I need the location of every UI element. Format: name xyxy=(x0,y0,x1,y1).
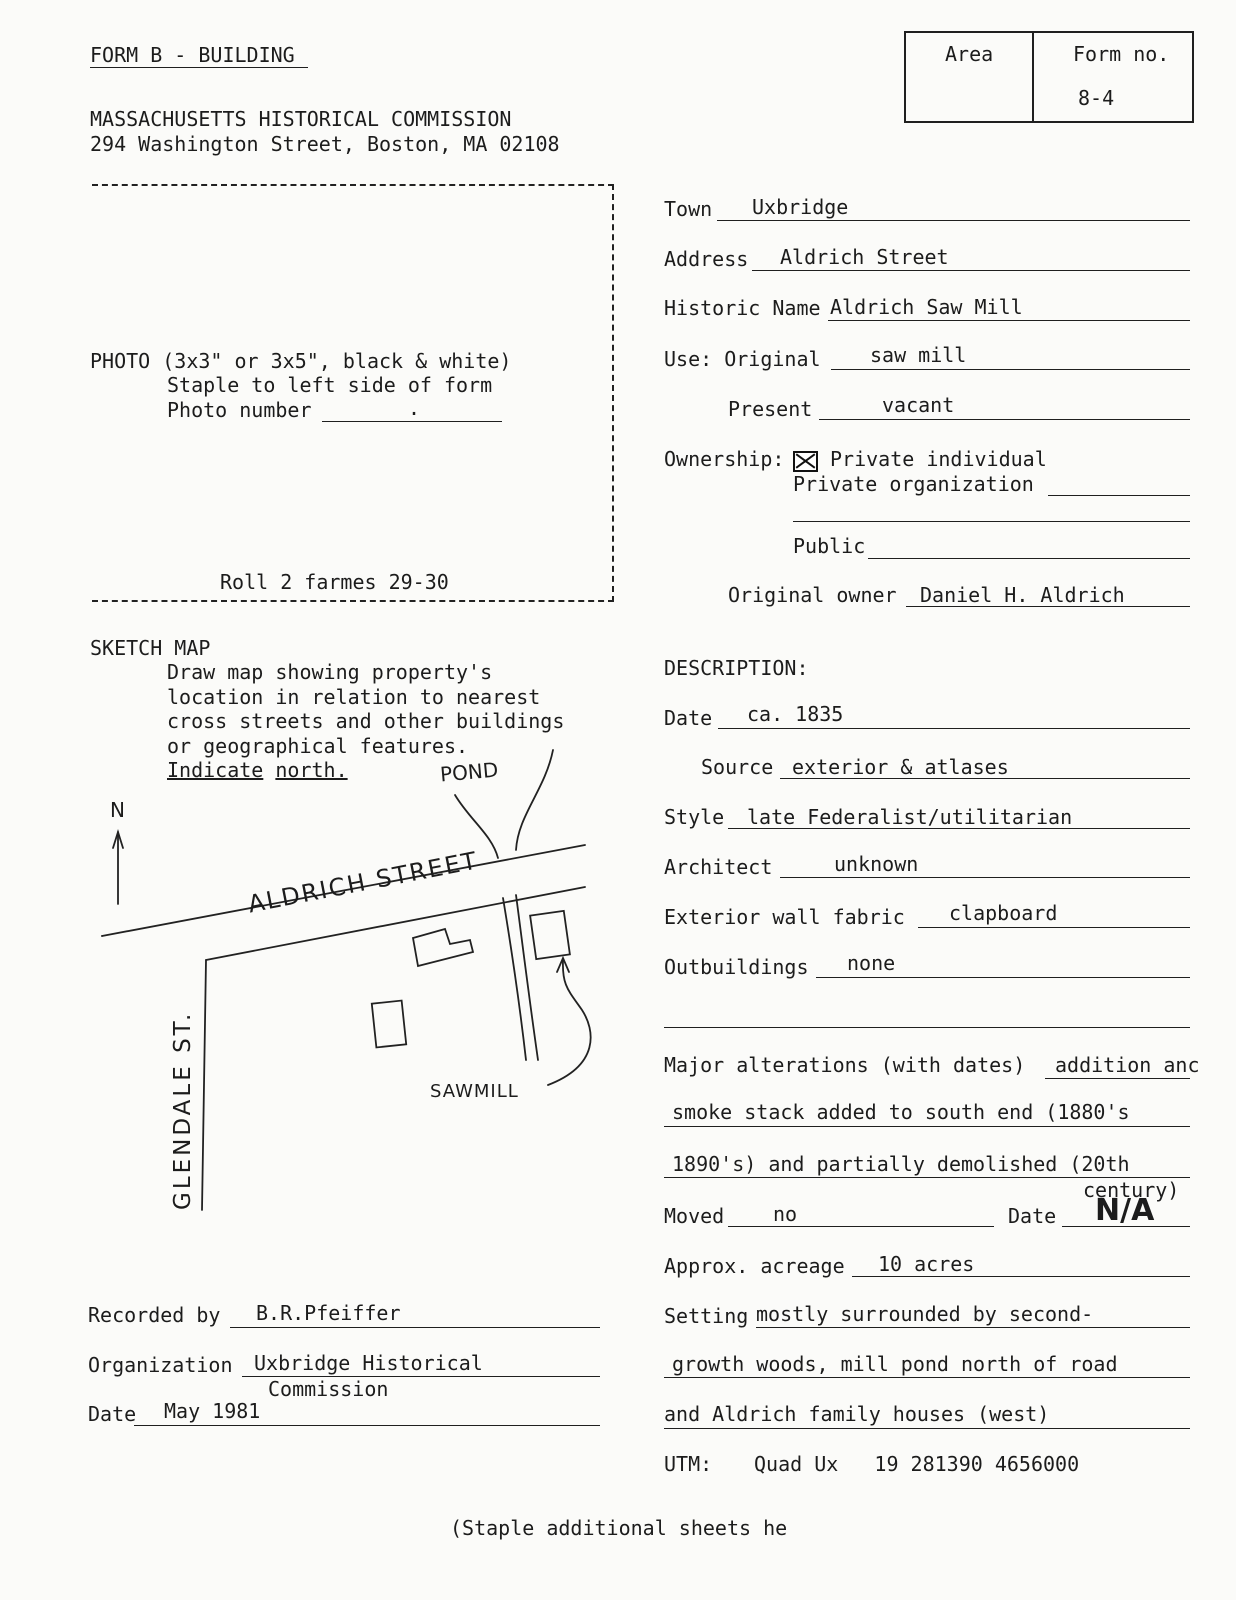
setting-underline1 xyxy=(756,1327,1190,1328)
architect-label: Architect xyxy=(664,855,773,879)
original-owner-label: Original owner xyxy=(728,583,897,607)
indicate-north-text xyxy=(167,760,348,780)
utm-label: UTM: xyxy=(664,1452,713,1476)
organization-value-line1[interactable]: Uxbridge Historical xyxy=(254,1351,483,1375)
style-line xyxy=(728,828,1190,829)
north-arrow-head xyxy=(113,832,123,848)
recorded-by-line xyxy=(230,1327,600,1328)
moved-line xyxy=(728,1226,994,1227)
sketch-instructions-line3: cross streets and other buildings xyxy=(167,709,565,733)
major-alterations-line2[interactable]: smoke stack added to south end (1880's xyxy=(672,1100,1130,1124)
major-alterations-label: Major alterations (with dates) xyxy=(664,1053,1026,1077)
cross-street-label: GLENDALE ST. xyxy=(170,1010,196,1210)
original-owner-value[interactable]: Daniel H. Aldrich xyxy=(920,583,1125,607)
historic-name-line xyxy=(828,320,1190,321)
recorded-by-label: Recorded by xyxy=(88,1303,221,1327)
town-label: Town xyxy=(664,197,713,221)
town-value[interactable]: Uxbridge xyxy=(752,195,849,219)
address-line xyxy=(752,270,1190,271)
public-label: Public xyxy=(793,534,866,558)
indicate-word: Indicate xyxy=(167,758,264,782)
setting-line2[interactable]: growth woods, mill pond north of road xyxy=(672,1352,1118,1376)
street-label: ALDRICH STREET xyxy=(245,846,481,919)
major-alterations-line4[interactable]: century) xyxy=(1083,1178,1180,1202)
date-label: Date xyxy=(664,706,713,730)
present-line xyxy=(819,419,1190,420)
sketch-instructions-line1: Draw map showing property's xyxy=(167,660,493,684)
original-owner-line xyxy=(906,606,1190,607)
outbuildings-label: Outbuildings xyxy=(664,955,809,979)
form-title-underline xyxy=(90,67,308,68)
form-title: FORM B - BUILDING xyxy=(90,43,295,67)
recorded-by-value[interactable]: B.R.Pfeiffer xyxy=(256,1301,401,1325)
major-alterations-line1[interactable]: addition anc xyxy=(1055,1053,1200,1077)
sawmill-pointer xyxy=(548,960,591,1085)
major-alterations-line3[interactable]: 1890's) and partially demolished (20th xyxy=(672,1152,1130,1176)
form-no-value[interactable]: 8-4 xyxy=(1078,86,1115,110)
present-label: Present xyxy=(728,397,813,421)
private-organization-line-2 xyxy=(793,521,1190,522)
photo-instructions-line1: PHOTO (3x3" or 3x5", black & white) xyxy=(90,349,512,373)
setting-line3[interactable]: and Aldrich family houses (west) xyxy=(664,1402,1050,1426)
outbuildings-value[interactable]: none xyxy=(847,951,896,975)
private-individual-label: Private individual xyxy=(830,447,1047,471)
commission-name: MASSACHUSETTS HISTORICAL COMMISSION xyxy=(90,107,512,131)
setting-label: Setting xyxy=(664,1304,749,1328)
setting-underline3 xyxy=(664,1428,1190,1429)
exterior-wall-line xyxy=(918,927,1190,928)
major-alterations-underline2 xyxy=(664,1126,1190,1127)
pond-label: POND xyxy=(439,757,500,787)
moved-date-line xyxy=(1062,1226,1190,1227)
present-value[interactable]: vacant xyxy=(882,393,955,417)
area-form-divider xyxy=(1032,33,1034,121)
north-word: north. xyxy=(275,758,348,782)
moved-label: Moved xyxy=(664,1204,725,1228)
sawmill-building xyxy=(530,911,570,959)
sawmill-label: SAWMILL xyxy=(430,1081,519,1102)
photo-number-label: Photo number xyxy=(167,398,312,422)
moved-date-value[interactable]: N/A xyxy=(1095,1193,1155,1228)
utm-value[interactable]: Quad Ux 19 281390 4656000 xyxy=(754,1452,1080,1476)
outbuildings-line-2 xyxy=(664,1027,1190,1028)
area-label: Area xyxy=(945,42,994,66)
historic-name-label: Historic Name xyxy=(664,296,821,320)
style-label: Style xyxy=(664,805,725,829)
private-organization-line xyxy=(1048,495,1190,496)
recorded-date-label: Date xyxy=(88,1402,137,1426)
architect-line xyxy=(780,877,1190,878)
shed-building xyxy=(372,1001,406,1048)
address-label: Address xyxy=(664,247,749,271)
style-value[interactable]: late Federalist/utilitarian xyxy=(747,805,1073,829)
historic-name-value[interactable]: Aldrich Saw Mill xyxy=(830,295,1023,319)
use-original-line xyxy=(831,369,1190,370)
source-value[interactable]: exterior & atlases xyxy=(792,755,1009,779)
staple-note: (Staple additional sheets he xyxy=(450,1516,788,1540)
date-value[interactable]: ca. 1835 xyxy=(747,702,844,726)
north-arrow-label: N xyxy=(110,798,125,822)
source-line xyxy=(780,778,1190,779)
acreage-value[interactable]: 10 acres xyxy=(878,1252,975,1276)
stream-right xyxy=(516,750,553,850)
ownership-label: Ownership: xyxy=(664,447,785,471)
address-value[interactable]: Aldrich Street xyxy=(780,245,949,269)
organization-value-line2[interactable]: Commission xyxy=(268,1377,389,1401)
photo-instructions-line2: Staple to left side of form xyxy=(167,373,493,397)
exterior-wall-value[interactable]: clapboard xyxy=(949,901,1058,925)
architect-value[interactable]: unknown xyxy=(834,852,919,876)
recorded-date-value[interactable]: May 1981 xyxy=(164,1399,261,1423)
millrace-right xyxy=(516,895,538,1060)
photo-number-value[interactable]: . xyxy=(408,396,421,420)
use-original-value[interactable]: saw mill xyxy=(870,343,967,367)
sketch-map-heading: SKETCH MAP xyxy=(90,636,211,660)
sketch-instructions-line4: or geographical features. xyxy=(167,734,469,758)
town-line xyxy=(717,220,1190,221)
acreage-label: Approx. acreage xyxy=(664,1254,845,1278)
recorded-date-line xyxy=(134,1425,600,1426)
source-label: Source xyxy=(701,755,774,779)
cross-street-edge-east xyxy=(202,960,206,1210)
organization-label: Organization xyxy=(88,1353,233,1377)
description-heading: DESCRIPTION: xyxy=(664,656,809,680)
date-line xyxy=(718,728,1190,729)
exterior-wall-label: Exterior wall fabric xyxy=(664,905,905,929)
private-individual-checkbox[interactable] xyxy=(793,451,818,472)
setting-line1[interactable]: mostly surrounded by second- xyxy=(756,1302,1094,1326)
acreage-line xyxy=(852,1276,1190,1277)
public-line xyxy=(868,558,1190,559)
private-organization-label: Private organization xyxy=(793,472,1034,496)
moved-value[interactable]: no xyxy=(773,1202,798,1226)
house-building xyxy=(413,929,473,966)
use-original-label: Use: Original xyxy=(664,347,821,371)
form-no-label: Form no. xyxy=(1073,42,1170,66)
sawmill-pointer-head xyxy=(557,958,569,972)
commission-address: 294 Washington Street, Boston, MA 02108 xyxy=(90,132,560,156)
photo-number-line xyxy=(322,421,502,422)
millrace-left xyxy=(503,898,526,1060)
moved-date-label: Date xyxy=(1008,1204,1057,1228)
roll-note: Roll 2 farmes 29-30 xyxy=(220,570,449,594)
sketch-instructions-line2: location in relation to nearest xyxy=(167,685,541,709)
outbuildings-line xyxy=(816,977,1190,978)
major-alterations-underline1 xyxy=(1045,1078,1190,1079)
setting-underline2 xyxy=(664,1377,1190,1378)
